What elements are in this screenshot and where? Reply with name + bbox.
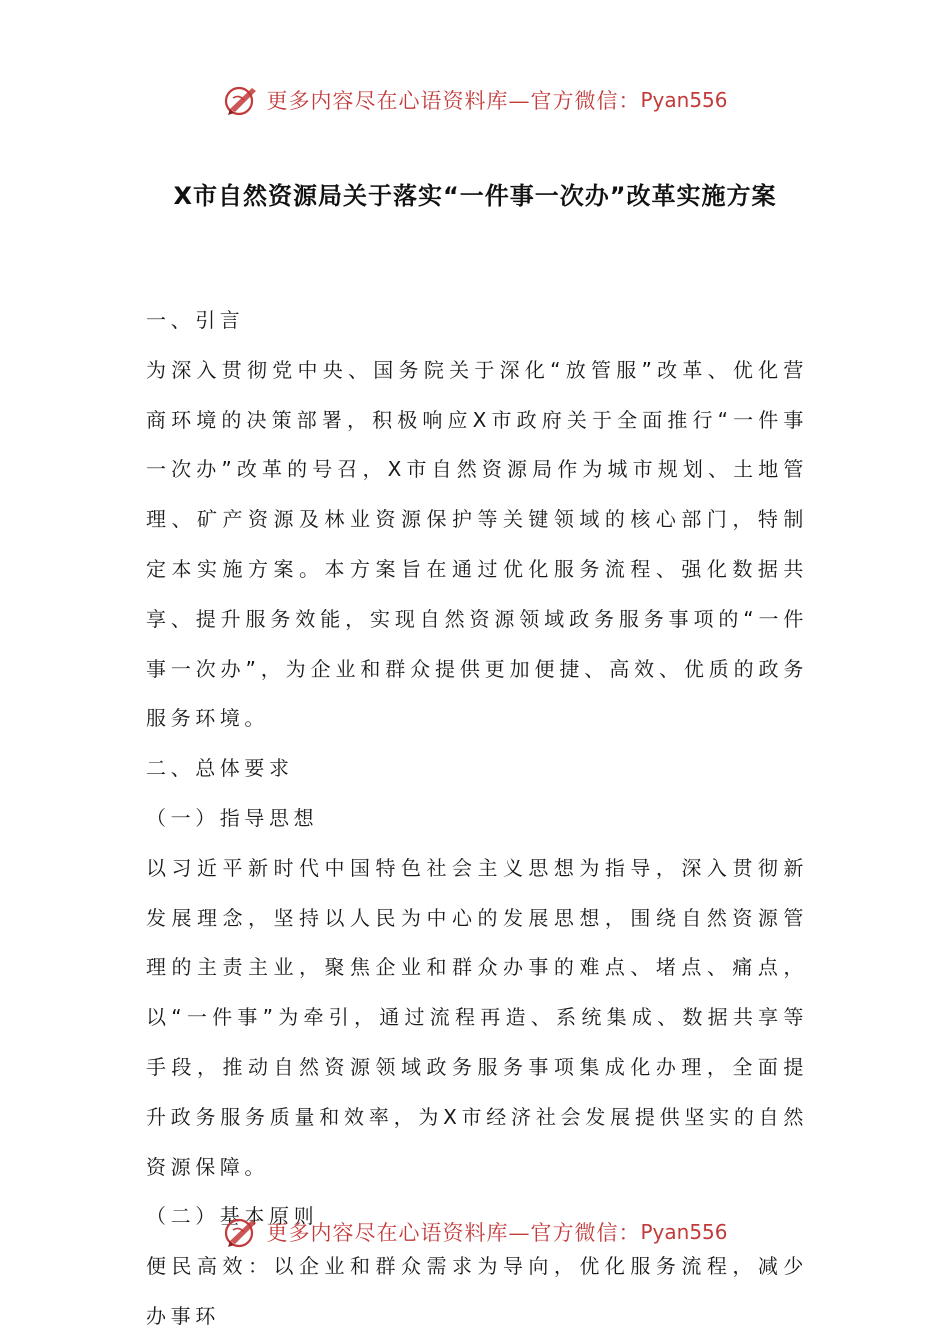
paragraph-basic-principles: 便民高效：以企业和群众需求为导向，优化服务流程，减少办事环 <box>146 1254 808 1328</box>
watermark-label: 更多内容尽在心语资料库—官方微信： <box>266 89 641 113</box>
watermark-contact: Pyan556 <box>640 1220 728 1244</box>
pen-logo-icon <box>222 1214 262 1250</box>
watermark-contact: Pyan556 <box>640 88 728 112</box>
section-heading-intro: 一、引言 <box>146 308 245 332</box>
paragraph-intro: 为深入贯彻党中央、国务院关于深化“放管服”改革、优化营商环境的决策部署，积极响应X市政府关于全面推行“一件事一次办”改革的号召，X市自然资源局作为城市规划、土地管理、矿产资源及林业资源保护等关键领域的核心部门，特制定本实施方案。本方案旨在通过优化服务流程、强化数据共享、提升服务效能，实现自然资源领域政务服务事项的“一件事一次办”，为企业和群众提供更加便捷、高效、优质的政务服务环境。 <box>146 357 808 731</box>
document-body <box>146 296 808 1342</box>
document-title: X市自然资源局关于落实“一件事一次办”改革实施方案 <box>173 182 777 210</box>
paragraph-guiding-thought: 以习近平新时代中国特色社会主义思想为指导，深入贯彻新发展理念，坚持以人民为中心的发展思想，围绕自然资源管理的主责主业，聚焦企业和群众办事的难点、堵点、痛点，以“一件事”为牵引，通过流程再造、系统集成、数据共享等手段，推动自然资源领域政务服务事项集成化办理，全面提升政务服务质量和效率，为X市经济社会发展提供坚实的自然资源保障。 <box>146 855 808 1179</box>
subheading-guiding-thought: （一）指导思想 <box>146 805 319 830</box>
subheading-basic-principles: （二）基本原则 <box>146 1204 319 1229</box>
section-heading-requirements: 二、总体要求 <box>146 756 294 781</box>
watermark-banner-top <box>0 78 950 122</box>
watermark-banner-bottom <box>0 1210 950 1254</box>
watermark-label: 更多内容尽在心语资料库—官方微信： <box>266 1221 641 1245</box>
pen-logo-icon <box>222 82 262 118</box>
